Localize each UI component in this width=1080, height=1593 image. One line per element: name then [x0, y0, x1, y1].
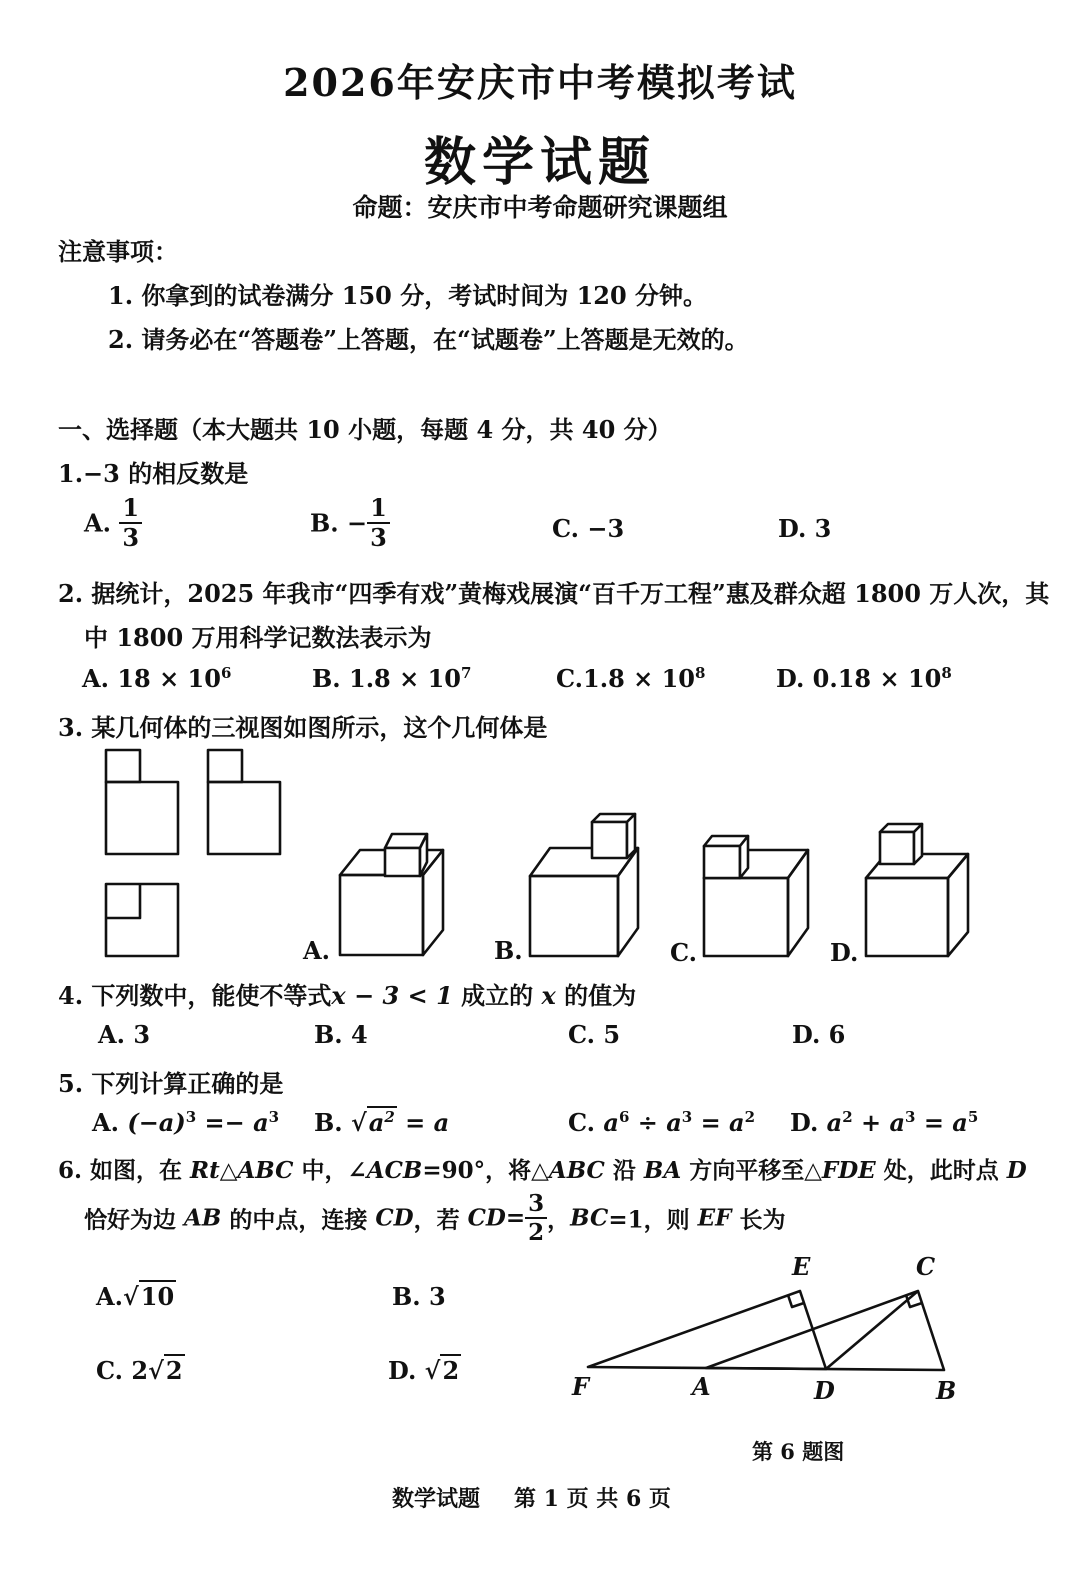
q6-option-a: A.√10 [96, 1282, 175, 1311]
exponent: 5 [967, 1108, 979, 1126]
stem-text: = [505, 1204, 526, 1232]
q3-option-a-figure [330, 820, 460, 965]
expr: = a [915, 1108, 968, 1137]
stem-text: 处，此时点 [875, 1157, 1007, 1184]
expr: = a [396, 1108, 450, 1137]
expr: a [826, 1108, 843, 1137]
radicand: 2 [165, 1356, 183, 1385]
q4-option-a: A. 3 [98, 1020, 151, 1049]
q1-option-d: D. 3 [778, 514, 832, 543]
option-label: A. [96, 1282, 123, 1311]
side-view-base [208, 782, 280, 854]
radicand [367, 1106, 397, 1137]
math: △FDE [804, 1157, 876, 1184]
exponent: 2 [744, 1108, 756, 1126]
denominator: 3 [122, 523, 140, 552]
q2-option-a [82, 664, 231, 693]
math: BA [643, 1157, 682, 1184]
radicand: 10 [140, 1282, 175, 1311]
q3-option-b-figure [520, 808, 655, 965]
expr: = a [692, 1108, 745, 1137]
numerator: 1 [367, 496, 390, 524]
segment-cd [826, 1291, 918, 1369]
label-d: D [814, 1376, 835, 1405]
exponent: 8 [941, 664, 952, 682]
section-heading: 一、选择题（本大题共 10 小题，每题 4 分，共 40 分） [58, 415, 672, 444]
exam-name: 2026年安庆市中考模拟考试 [283, 60, 797, 105]
exponent: 7 [460, 664, 472, 682]
q2-option-c [556, 664, 705, 693]
exponent: 3 [268, 1108, 280, 1126]
stem-text: =1，则 [608, 1206, 698, 1234]
q6-figure [560, 1245, 1000, 1415]
q3-label-a: A. [303, 936, 330, 965]
inequality: x − 3 < 1 [331, 981, 453, 1010]
label-b: B [936, 1376, 957, 1405]
q3-option-c-figure [696, 826, 816, 964]
exponent: 2 [384, 1108, 395, 1126]
stem-text: 长为 [731, 1206, 786, 1234]
q3-option-d-figure [858, 816, 978, 964]
stem-text: 4. 下列数中，能使不等式 [58, 981, 332, 1010]
stem-text: 中， [293, 1157, 348, 1184]
math: BC [570, 1204, 609, 1232]
stem-text: 6. 如图，在 [58, 1157, 191, 1184]
math: △ABC [531, 1157, 605, 1184]
footer-subject: 数学试题 [392, 1486, 481, 1512]
math: ∠ACB [347, 1157, 423, 1184]
stem-text: 成立的 [452, 981, 542, 1010]
denominator: 3 [370, 523, 387, 552]
variable: x [541, 981, 556, 1010]
q6-stem-line1 [58, 1152, 1027, 1185]
exponent: 3 [681, 1108, 693, 1126]
q4-option-d: D. 6 [792, 1020, 846, 1049]
exponent: 6 [220, 664, 232, 682]
option-label: B. [314, 1108, 343, 1137]
label-a: A [692, 1372, 711, 1401]
option-label: A. [84, 508, 111, 538]
q5-option-b: B. $√a^2 = a$ [314, 1108, 450, 1137]
q3-label-b: B. [494, 936, 523, 965]
math: CD [375, 1204, 414, 1232]
stem-text: 的值为 [555, 981, 637, 1010]
label-e: E [792, 1252, 811, 1281]
q3-stem: 3. 某几何体的三视图如图所示，这个几何体是 [58, 713, 548, 742]
q6-stem-line2 [84, 1192, 786, 1244]
math: Rt△ABC [190, 1157, 294, 1184]
subject-title: 数学试题 [423, 132, 656, 193]
q1-stem: 1.−3 的相反数是 [58, 459, 249, 488]
q2-stem-line2: 中 1800 万用科学记数法表示为 [84, 623, 432, 652]
denominator: 2 [528, 1219, 545, 1246]
stem-text: 方向平移至 [681, 1157, 805, 1184]
label-c: C [916, 1252, 936, 1281]
top-view-inner-square [106, 884, 140, 918]
base: B. 1.8 × 10 [312, 664, 461, 693]
front-view-top [106, 750, 140, 782]
exponent: 3 [905, 1108, 916, 1126]
exponent: 3 [185, 1108, 197, 1126]
q4-option-b: B. 4 [314, 1020, 368, 1049]
q5-option-a [92, 1108, 279, 1137]
expr: (−a) [127, 1108, 186, 1137]
q6-option-d: D. √2 [388, 1356, 460, 1385]
q1-option-a [84, 493, 142, 552]
q2-stem-line1: 2. 据统计，2025 年我市“四季有戏”黄梅戏展演“百千万工程”惠及群众超 1800 万人次，其 [58, 579, 1050, 608]
base: C.1.8 × 10 [556, 664, 696, 693]
three-view-figure [90, 740, 300, 970]
base: A. 18 × 10 [82, 664, 221, 693]
top-view-square [106, 884, 178, 956]
side-view-top [208, 750, 242, 782]
exponent: 8 [695, 664, 706, 682]
q2-option-d [776, 664, 952, 693]
notice-heading: 注意事项： [58, 237, 178, 266]
option-label: D. [388, 1356, 425, 1385]
q3-label-c: C. [670, 938, 698, 967]
numerator: 3 [525, 1192, 547, 1219]
expr: + a [852, 1108, 906, 1137]
numerator: 1 [119, 496, 142, 524]
option-label: D. [790, 1108, 819, 1137]
q1-option-b [310, 493, 390, 552]
minus-sign: − [347, 508, 368, 538]
exponent: 6 [618, 1108, 630, 1126]
q5-option-c [568, 1108, 755, 1137]
option-label: A. [92, 1108, 119, 1137]
radicand-base: a [368, 1108, 385, 1137]
math: EF [697, 1204, 732, 1232]
notice-item-2: 2. 请务必在“答题卷”上答题，在“试题卷”上答题是无效的。 [108, 325, 749, 354]
front-view-base [106, 782, 178, 854]
exponent: 2 [842, 1108, 853, 1126]
q1-option-c: C. −3 [552, 514, 625, 543]
q3-label-d: D. [830, 938, 859, 967]
q5-option-d [790, 1108, 978, 1137]
fraction [525, 1192, 547, 1244]
q5-stem: 5. 下列计算正确的是 [58, 1069, 284, 1098]
q4-stem [58, 976, 636, 1011]
q6-option-b: B. 3 [392, 1282, 446, 1311]
notice-item-1: 1. 你拿到的试卷满分 150 分，考试时间为 120 分钟。 [108, 281, 708, 310]
expr: =− a [196, 1108, 269, 1137]
radicand: 2 [442, 1356, 460, 1385]
option-label: C. 2 [96, 1356, 149, 1385]
stem-text: 恰好为边 [84, 1206, 185, 1234]
fraction [367, 493, 390, 552]
stem-text: ， [547, 1206, 571, 1234]
q2-option-b [312, 664, 471, 693]
base: D. 0.18 × 10 [776, 664, 942, 693]
option-label: B. [310, 508, 339, 538]
stem-text: =90°，将 [422, 1157, 532, 1184]
stem-text: 的中点，连接 [221, 1206, 376, 1234]
math: D [1006, 1157, 1027, 1184]
stem-text: 沿 [604, 1157, 644, 1184]
option-label: C. [568, 1108, 596, 1137]
q4-option-c: C. 5 [568, 1020, 621, 1049]
expr: ÷ a [629, 1108, 682, 1137]
label-f: F [572, 1372, 590, 1401]
footer-page: 第 1 页 共 6 页 [514, 1486, 671, 1512]
author-line: 命题：安庆市中考命题研究课题组 [352, 193, 728, 222]
q6-figure-caption: 第 6 题图 [752, 1439, 845, 1464]
fraction [119, 493, 142, 552]
q6-option-c: C. 2√2 [96, 1356, 183, 1385]
stem-text: ，若 [413, 1206, 468, 1234]
math: AB [184, 1204, 222, 1232]
math: CD [467, 1204, 506, 1232]
expr: a [603, 1108, 619, 1137]
